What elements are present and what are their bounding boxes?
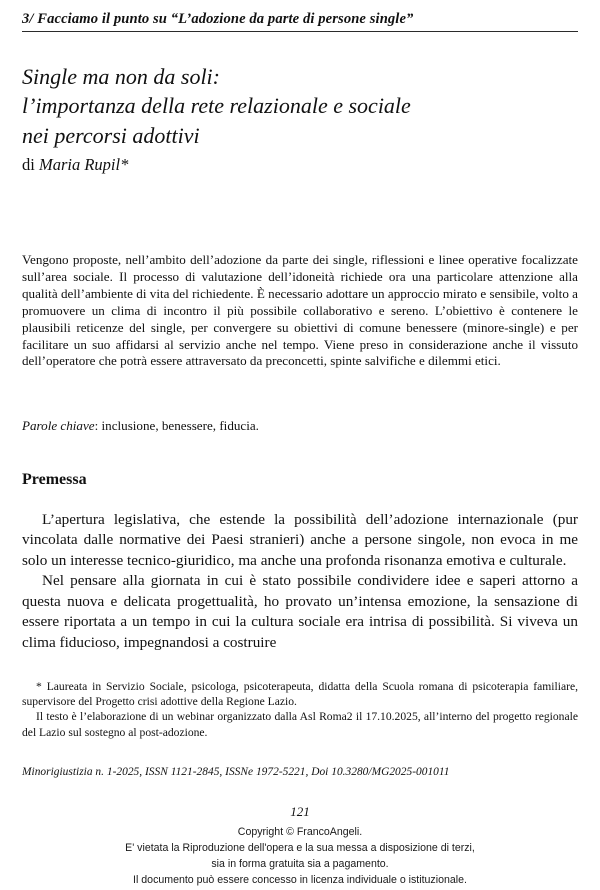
copyright-line-4: Il documento può essere concesso in licenza individuale o istituzionale.: [133, 874, 467, 887]
footnote-source-note: Il testo è l’elaborazione di un webinar organizzato dalla Asl Roma2 il 17.10.2025, all’interno del progetto regionale del Lazio sul sostegno al post-adozione.: [22, 710, 578, 739]
running-header-text: 3/ Facciamo il punto su “L’adozione da parte di persone single”: [22, 11, 414, 27]
keywords-line: [22, 418, 578, 435]
copyright-footer: [0, 824, 600, 888]
footnote-block: [22, 679, 578, 740]
copyright-line-3: sia in forma gratuita sia a pagamento.: [211, 858, 389, 871]
author-byline: [22, 155, 128, 175]
header-rule: [22, 31, 578, 32]
body-paragraph-2: Nel pensare alla giornata in cui è stato possibile condividere idee e saperi attorno a questa nuova e delicata progettualità, ho provato un’intensa emozione, la sensazione di essere riportata a un tempo in cui la cultura sociale era intrisa di possibilità. Si viveva un clima fiducioso, impegnandosi a costruire: [22, 572, 578, 651]
keywords-value: inclusione, benessere, fiducia.: [101, 418, 259, 433]
copyright-line-1: Copyright © FrancoAngeli.: [237, 826, 363, 838]
article-title-line-3: nei percorsi adottivi: [22, 122, 200, 148]
article-title-line-2: l’importanza della rete relazionale e sociale: [22, 93, 411, 119]
article-title-line-1: Single ma non da soli:: [22, 64, 220, 89]
section-heading-premessa: Premessa: [22, 471, 87, 488]
byline-prefix: di: [22, 155, 39, 174]
keywords-label: Parole chiave: [22, 418, 95, 433]
article-title: [22, 62, 578, 150]
body-paragraph-1: L’apertura legislativa, che estende la possibilità dell’adozione internazionale (pur vincolata dalle normative dei Paesi stranieri) anche a persone singole, non evoca in me solo un interesse tecnico-giuridico, ma anche una profonda risonanza emotiva e culturale.: [22, 511, 578, 569]
keywords-separator: :: [94, 418, 102, 433]
copyright-line-2: E' vietata la Riproduzione dell'opera e la sua messa a disposizione di terzi,: [125, 842, 475, 855]
abstract-text: Vengono proposte, nell’ambito dell’adozione da parte dei single, riflessioni e linee operative focalizzate sull’area sociale. Il processo di valutazione dell’idoneità richiede ora una particolare attenzione alla qualità dell’ambiente di vita del richiedente. È necessario adottare un approccio mirato e sensibile, volto a promuovere un clima di incontro il più possibile collaborativo e sereno. L’obiettivo è contenere le plausibili reticenze del single, per convergere su obiettivi di comune benessere (minore-single) e per facilitare un suo affidarsi al servizio anche nel tempo. Viene preso in considerazione anche il vissuto dell’operatore che potrà essere attraversato da preconcetti, spinte salvifiche e dilemmi etici.: [22, 252, 578, 369]
running-header: [22, 11, 578, 32]
author-name: Maria Rupil*: [38, 155, 129, 174]
body-text: [22, 510, 578, 653]
journal-citation: Minorigiustizia n. 1-2025, ISSN 1121-2845, ISSNe 1972-5221, Doi 10.3280/MG2025-001011: [22, 766, 450, 778]
footnote-author-affiliation: * Laureata in Servizio Sociale, psicologa, psicoterapeuta, didatta della Scuola romana di psicoterapia familiare, supervisore del Progetto crisi adottive della Regione Lazio.: [22, 680, 578, 709]
page-number: 121: [290, 804, 310, 819]
